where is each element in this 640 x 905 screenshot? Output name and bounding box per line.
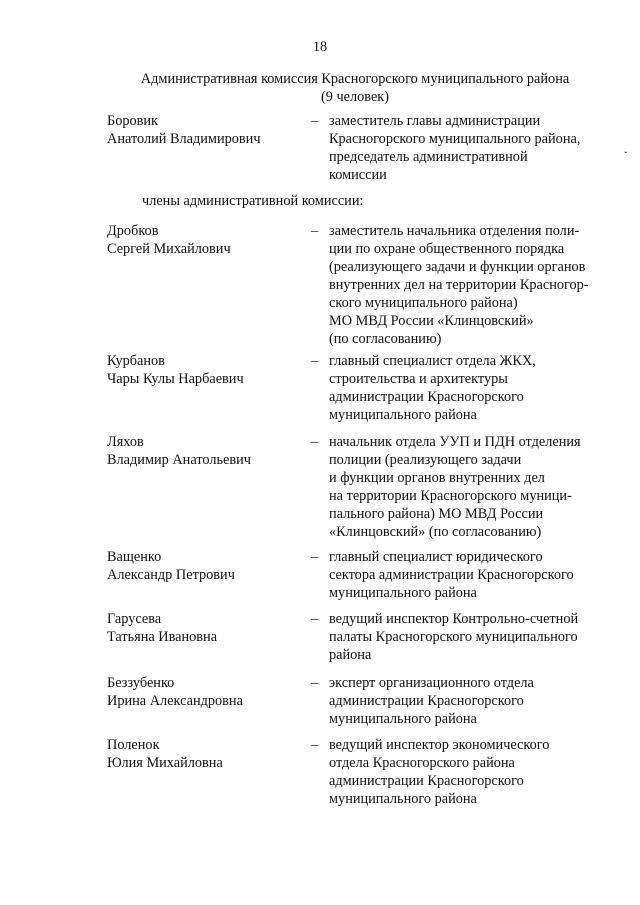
person-name bbox=[107, 352, 307, 388]
person-name bbox=[107, 548, 307, 584]
position-line: ского муниципального района) bbox=[329, 295, 518, 311]
dash: – bbox=[311, 223, 319, 239]
position-line: муниципального района bbox=[329, 407, 477, 423]
position-line: начальник отдела УУП и ПДН отделения bbox=[329, 434, 581, 450]
person-given-names: Ирина Александровна bbox=[107, 693, 243, 709]
position-line: на территории Красногорского муници- bbox=[329, 488, 572, 504]
position-line: ведущий инспектор Контрольно-счетной bbox=[329, 611, 579, 627]
position-line: ции по охране общественного порядка bbox=[329, 241, 565, 257]
margin-mark: ˇ bbox=[624, 151, 628, 162]
person-given-names: Анатолий Владимирович bbox=[107, 131, 261, 147]
position-line: заместитель главы администрации bbox=[329, 113, 541, 129]
person-position bbox=[311, 352, 621, 424]
position-line: (реализующего задачи и функции органов bbox=[329, 259, 586, 275]
dash: – bbox=[311, 737, 319, 753]
person-surname: Дробков bbox=[107, 223, 159, 239]
person-surname: Курбанов bbox=[107, 353, 165, 369]
position-line: сектора администрации Красногорского bbox=[329, 567, 574, 583]
person-surname: Беззубенко bbox=[107, 675, 175, 691]
dash: – bbox=[311, 549, 319, 565]
position-line: «Клинцовский» (по согласованию) bbox=[329, 524, 542, 540]
page-number: 18 bbox=[312, 39, 328, 55]
person-position bbox=[311, 112, 621, 184]
person-position bbox=[311, 222, 621, 348]
position-line: эксперт организационного отдела bbox=[329, 675, 534, 691]
position-line: внутренних дел на территории Красногор- bbox=[329, 277, 589, 293]
document-title bbox=[90, 70, 620, 106]
person-surname: Ващенко bbox=[107, 549, 162, 565]
position-line: муниципального района bbox=[329, 711, 477, 727]
person-given-names: Сергей Михайлович bbox=[107, 241, 231, 257]
position-line: комиссии bbox=[329, 167, 387, 183]
person-name bbox=[107, 610, 307, 646]
person-position bbox=[311, 548, 621, 602]
person-given-names: Юлия Михайловна bbox=[107, 755, 223, 771]
person-given-names: Владимир Анатольевич bbox=[107, 452, 251, 468]
person-name bbox=[107, 674, 307, 710]
dash: – bbox=[311, 353, 319, 369]
person-surname: Гарусева bbox=[107, 611, 162, 627]
members-heading: члены административной комиссии: bbox=[142, 193, 364, 209]
position-line: и функции органов внутренних дел bbox=[329, 470, 545, 486]
title-line-2: (9 человек) bbox=[320, 89, 390, 105]
person-surname: Ляхов bbox=[107, 434, 144, 450]
person-given-names: Татьяна Ивановна bbox=[107, 629, 218, 645]
position-line: палаты Красногорского муниципального bbox=[329, 629, 578, 645]
position-line: Красногорского муниципального района, bbox=[329, 131, 581, 147]
position-line: (по согласованию) bbox=[329, 331, 442, 347]
dash: – bbox=[311, 113, 319, 129]
person-position bbox=[311, 433, 621, 541]
person-name bbox=[107, 433, 307, 469]
dash: – bbox=[311, 675, 319, 691]
position-line: строительства и архитектуры bbox=[329, 371, 508, 387]
position-line: муниципального района bbox=[329, 791, 477, 807]
person-name bbox=[107, 736, 307, 772]
person-position bbox=[311, 674, 621, 728]
dash: – bbox=[311, 434, 319, 450]
position-line: администрации Красногорского bbox=[329, 693, 524, 709]
person-position bbox=[311, 736, 621, 808]
position-line: заместитель начальника отделения поли- bbox=[329, 223, 580, 239]
person-surname: Поленок bbox=[107, 737, 160, 753]
dash: – bbox=[311, 611, 319, 627]
position-line: МО МВД России «Клинцовский» bbox=[329, 313, 534, 329]
person-name bbox=[107, 112, 307, 148]
position-line: пального района) МО МВД России bbox=[329, 506, 544, 522]
person-given-names: Чары Кулы Нарбаевич bbox=[107, 371, 244, 387]
position-line: главный специалист юридического bbox=[329, 549, 543, 565]
position-line: председатель административной bbox=[329, 149, 528, 165]
title-line-1: Административная комиссия Красногорского муниципального района bbox=[140, 71, 570, 87]
position-line: ведущий инспектор экономического bbox=[329, 737, 550, 753]
position-line: района bbox=[329, 647, 372, 663]
person-name bbox=[107, 222, 307, 258]
person-given-names: Александр Петрович bbox=[107, 567, 235, 583]
position-line: полиции (реализующего задачи bbox=[329, 452, 522, 468]
person-position bbox=[311, 610, 621, 664]
person-surname: Боровик bbox=[107, 113, 159, 129]
position-line: отдела Красногорского района bbox=[329, 755, 515, 771]
position-line: администрации Красногорского bbox=[329, 389, 524, 405]
position-line: администрации Красногорского bbox=[329, 773, 524, 789]
position-line: главный специалист отдела ЖКХ, bbox=[329, 353, 536, 369]
position-line: муниципального района bbox=[329, 585, 477, 601]
